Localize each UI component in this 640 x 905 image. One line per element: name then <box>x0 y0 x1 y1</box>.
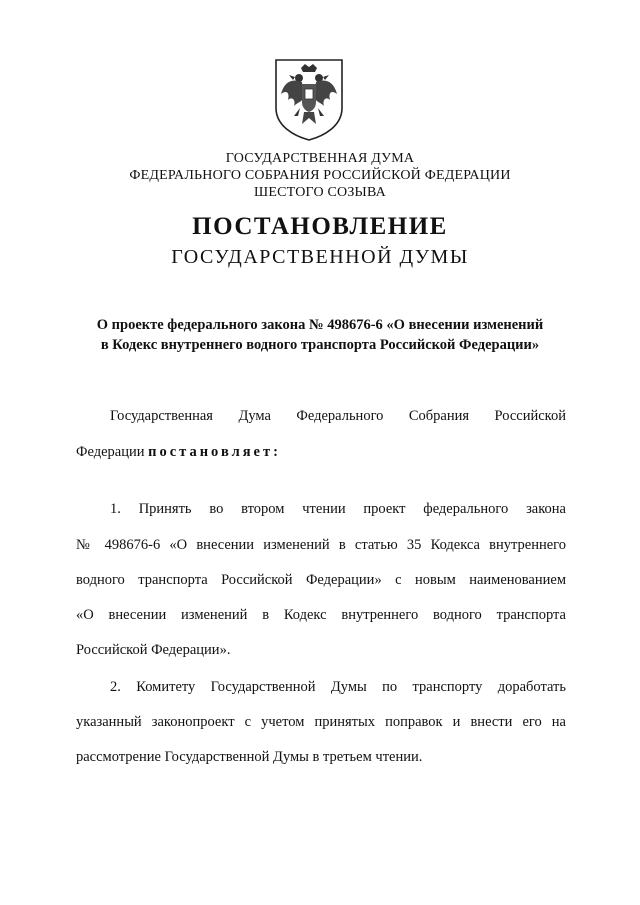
preamble-line-2 <box>76 442 566 462</box>
paragraph-2-line-1: 2. Комитету Государственной Думы по транспорту доработать <box>110 679 566 695</box>
paragraph-1-line-2: № 498676-6 «О внесении изменений в статью 35 Кодекса внутреннего <box>76 537 566 553</box>
coat-of-arms-icon <box>272 56 346 142</box>
issuer-line-1: ГОСУДАРСТВЕННАЯ ДУМА <box>225 151 415 166</box>
paragraph-2-line-3: рассмотрение Государственной Думы в третьем чтении. <box>76 749 423 765</box>
document-title-line-2: в Кодекс внутреннего водного транспорта Российской Федерации» <box>100 337 540 353</box>
paragraph-1-line-5: Российской Федерации». <box>76 642 231 658</box>
resolution-verb: постановляет: <box>148 444 281 460</box>
document-subtype: ГОСУДАРСТВЕННОЙ ДУМЫ <box>171 246 469 268</box>
issuer-line-2: ФЕДЕРАЛЬНОГО СОБРАНИЯ РОССИЙСКОЙ ФЕДЕРАЦИИ <box>129 168 511 183</box>
preamble-line-1: Государственная Дума Федерального Собрания Российской <box>110 408 566 424</box>
document-type: ПОСТАНОВЛЕНИЕ <box>192 213 448 240</box>
paragraph-1-line-4: «О внесении изменений в Кодекс внутреннего водного транспорта <box>76 607 566 623</box>
paragraph-1-line-1: 1. Принять во втором чтении проект федерального закона <box>110 501 566 517</box>
paragraph-1-line-3: водного транспорта Российской Федерации» с новым наименованием <box>76 572 566 588</box>
preamble-text: Федерации <box>76 444 149 460</box>
paragraph-2-line-2: указанный законопроект с учетом принятых поправок и внести его на <box>76 714 566 730</box>
document-title-line-1: О проекте федерального закона № 498676-6 «О внесении изменений <box>96 317 544 333</box>
convocation-line: ШЕСТОГО СОЗЫВА <box>254 185 386 200</box>
